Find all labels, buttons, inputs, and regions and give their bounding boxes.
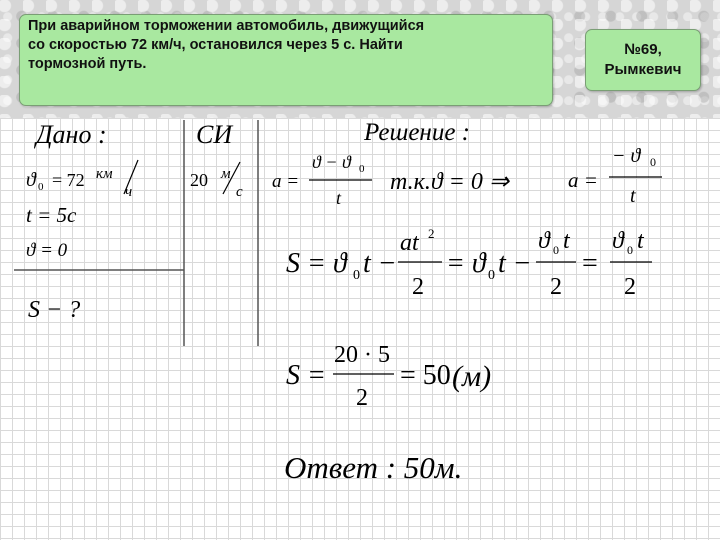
distance-frac1-power: 2 — [428, 226, 435, 241]
problem-line-1: При аварийном торможении автомобиль, движущийся — [28, 18, 425, 34]
distance-frac3-denominator: 2 — [624, 274, 636, 300]
answer-text: Ответ : 50м. — [284, 450, 463, 485]
distance-eq2: = ϑ — [446, 248, 486, 279]
given-unknown: S − ? — [28, 297, 81, 323]
calc-unit: (м) — [452, 360, 492, 393]
accel2-numerator: − ϑ — [612, 145, 641, 167]
distance-frac3-numerator-subscript: 0 — [627, 243, 633, 257]
accel-lhs: a = — [272, 171, 300, 192]
distance-frac2-numerator: ϑ — [538, 228, 550, 254]
given-time: t = 5c — [26, 203, 77, 227]
distance-frac3-numerator-t: t — [637, 228, 644, 254]
distance-eq2-subscript: 0 — [488, 268, 495, 283]
calc-result: = 50 — [400, 360, 451, 391]
distance-frac2-denominator: 2 — [550, 274, 562, 300]
given-v0-unit-denominator: ч — [125, 184, 133, 200]
distance-eq3: = — [582, 248, 598, 279]
given-v0-unit-numerator: км — [96, 166, 113, 182]
distance-lhs: S = ϑ — [286, 248, 347, 279]
distance-frac2-numerator-subscript: 0 — [553, 243, 559, 257]
given-v0-value: = 72 — [52, 170, 85, 190]
problem-line-2: со скоростью 72 км/ч, остановился через 5 с. Найти — [28, 37, 403, 53]
given-v0-symbol: ϑ — [26, 169, 36, 191]
problem-number: №69, — [624, 41, 662, 58]
problem-line-3: тормозной путь. — [28, 56, 147, 72]
si-unit-numerator: м — [221, 166, 231, 182]
distance-eq2-t-minus: t − — [498, 248, 532, 279]
distance-frac1-numerator: at — [400, 230, 419, 256]
accel-numerator: ϑ − ϑ — [312, 152, 351, 172]
distance-t-minus: t − — [363, 248, 397, 279]
distance-frac2-numerator-t: t — [563, 228, 570, 254]
accel-numerator-subscript: 0 — [359, 163, 365, 175]
accel2-numerator-subscript: 0 — [650, 155, 656, 169]
distance-frac1-denominator: 2 — [412, 274, 424, 300]
problem-source: Рымкевич — [604, 61, 682, 78]
calc-denominator: 2 — [356, 385, 368, 411]
accel2-denominator: t — [630, 185, 636, 207]
solution-header: Решение : — [364, 119, 471, 146]
given-final-velocity: ϑ = 0 — [26, 240, 68, 261]
si-unit-denominator: с — [236, 184, 243, 200]
given-v0-subscript: 0 — [38, 181, 44, 193]
given-header: Дано : — [36, 120, 107, 149]
calc-lhs: S = — [286, 360, 326, 391]
distance-v0-subscript: 0 — [353, 268, 360, 283]
condition-text: т.к.ϑ = 0 ⇒ — [390, 169, 509, 195]
accel-denominator: t — [336, 188, 342, 208]
si-header: СИ — [196, 120, 233, 149]
si-value: 20 — [190, 170, 208, 190]
accel2-lhs: a = — [568, 168, 598, 192]
calc-numerator: 20 · 5 — [334, 342, 390, 368]
distance-frac3-numerator: ϑ — [612, 228, 624, 254]
